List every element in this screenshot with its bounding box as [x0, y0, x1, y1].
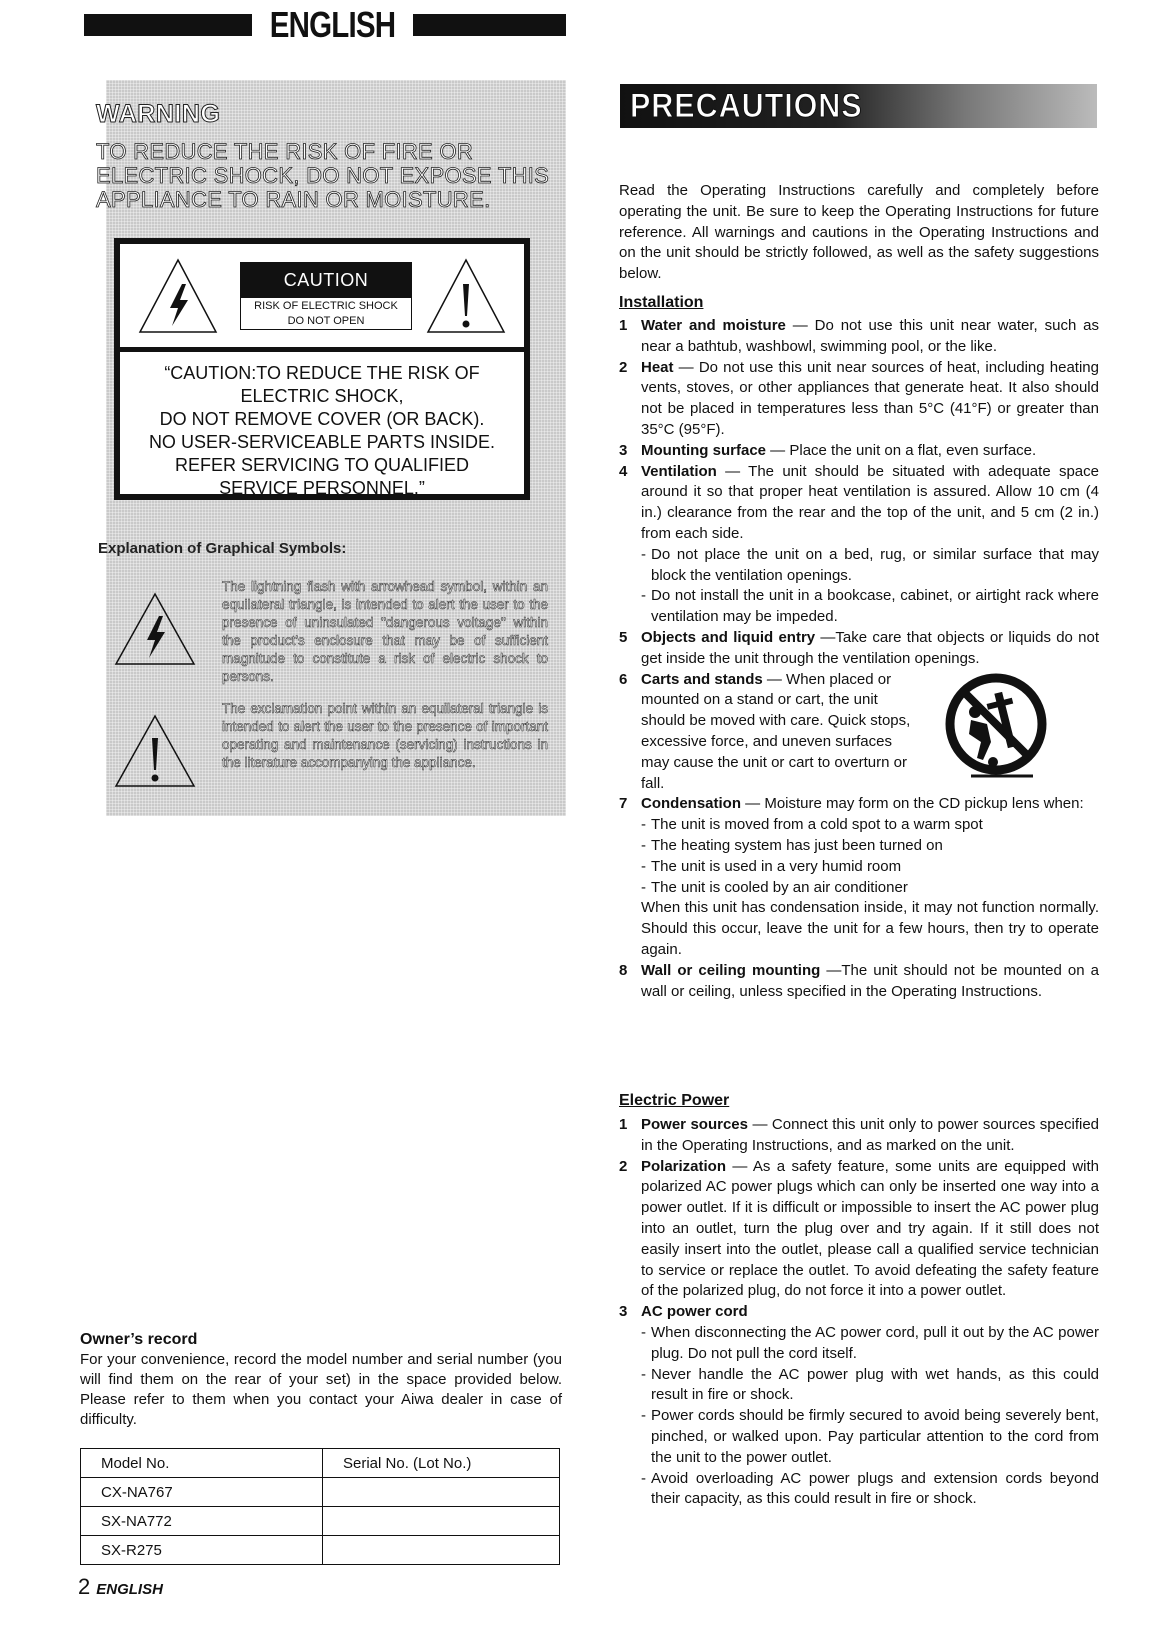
page-language-title: ENGLISH: [269, 4, 396, 45]
page-number-lang: ENGLISH: [96, 1581, 163, 1598]
item-text: — Do not use this unit near water, such as near a bathtub, washbowl, swimming pool, or the like.: [641, 317, 1100, 355]
serial-header: Serial No. (Lot No.): [323, 1449, 560, 1478]
serial-cell[interactable]: [323, 1536, 560, 1565]
caution-sublabel: [240, 298, 412, 330]
item-number: 7: [619, 795, 628, 813]
item-heading: Condensation: [641, 795, 741, 813]
list-item: [619, 670, 1099, 795]
table-row: [81, 1536, 560, 1565]
electric-power-title: Electric Power: [619, 1092, 730, 1109]
caution-line: “CAUTION:TO REDUCE THE RISK OF: [164, 363, 480, 383]
precautions-title: PRECAUTIONS: [630, 87, 863, 125]
sub-item: - The unit is moved from a cold spot to a warm spot: [619, 815, 1099, 836]
header-bar-left: [84, 14, 252, 36]
caution-line: NO USER-SERVICEABLE PARTS INSIDE.: [148, 432, 496, 452]
item-number: 1: [619, 317, 628, 334]
item-number: 2: [619, 358, 628, 376]
sub-item: - Never handle the AC power plug with wet hands, as this could result in fire or shock.: [619, 1365, 1099, 1407]
owners-record-table: [80, 1448, 560, 1565]
explanation-title: Explanation of Graphical Symbols:: [98, 540, 347, 557]
warning-title: WARNING: [96, 100, 221, 128]
item-text: — Moisture may form on the CD pickup lens when:: [741, 795, 1084, 813]
item-heading: Carts and stands: [641, 670, 763, 688]
item-number: 4: [619, 462, 628, 480]
item-number: 3: [619, 1303, 628, 1321]
item-text: — When placed or mounted on a stand or cart, the unit should be moved with care. Quick stops, excessive force, and uneven surfaces may cause the unit or cart to overturn or fall.: [641, 670, 911, 792]
caution-sub-line-1: RISK OF ELECTRIC SHOCK: [254, 300, 398, 312]
sub-item-text: Never handle the AC power plug with wet hands, as this could result in fire or shock.: [651, 1365, 1099, 1404]
sub-item-text: The unit is moved from a cold spot to a warm spot: [651, 816, 983, 834]
item-text: — As a safety feature, some units are equipped with polarized AC power plugs which can only be inserted one way into a power outlet. If it is difficult or impossible to insert the AC power plug into an outlet, turn the plug over and try again. If it still does not easily insert into the outlet, please call a qualified service technician to service or replace the outlet. To avoid defeating the safety feature of the polarized plug, do not force it into a power outlet.: [641, 1157, 1099, 1300]
lightning-warning-icon: [138, 258, 218, 334]
caution-line: DO NOT REMOVE COVER (OR BACK).: [159, 409, 485, 429]
caution-label-top: [120, 244, 524, 352]
exclamation-symbol-icon: [114, 714, 196, 788]
sub-item: - When disconnecting the AC power cord, pull it out by the AC power plug. Do not pull the cord itself.: [619, 1323, 1099, 1365]
serial-cell[interactable]: [323, 1478, 560, 1507]
model-cell: SX-R275: [81, 1536, 323, 1565]
sub-item: - Power cords should be firmly secured to avoid being severely bent, pinched, or walked upon. Pay particular attention to the cord from the unit to the power outlet.: [619, 1406, 1099, 1468]
table-row: [81, 1478, 560, 1507]
item-heading: AC power cord: [641, 1303, 748, 1321]
list-item: [619, 316, 1099, 358]
item-heading: Polarization: [641, 1157, 727, 1175]
caution-statement: [120, 362, 524, 500]
model-cell: SX-NA772: [81, 1507, 323, 1536]
list-item: [619, 961, 1099, 1003]
caution-label-box: [114, 238, 530, 500]
sub-item-text: Power cords should be firmly secured to avoid being severely bent, pinched, or walked upon. Pay particular attention to the cord from the unit to the power outlet.: [651, 1407, 1099, 1466]
item-text: — Do not use this unit near sources of heat, including heating vents, stoves, or other appliances that generate heat. It also should not be placed in temperatures less than 5°C (41°F) or greater than 35°C (95°F).: [641, 358, 1099, 438]
page-number-value: 2: [78, 1574, 91, 1599]
exclamation-symbol-explanation: The exclamation point within an equilateral triangle is intended to alert the user to the presence of important operating and maintenance (servicing) instructions in the literature accompanying the appliance.: [222, 701, 548, 770]
list-item: [619, 1115, 1099, 1157]
sub-item-text: Do not install the unit in a bookcase, cabinet, or airtight rack where ventilation may be impeded.: [651, 587, 1099, 626]
item-number: 1: [619, 1116, 628, 1133]
list-item: [619, 441, 1099, 462]
serial-cell[interactable]: [323, 1507, 560, 1536]
caution-line: REFER SERVICING TO QUALIFIED: [174, 455, 470, 475]
item-text: — The unit should be situated with adequate space around it so that proper heat ventilation is assured. Allow 10 cm (4 in.) clearance from the rear and the top of the unit, and 5 cm (2 in.) from each side.: [641, 462, 1099, 542]
item-number: 5: [619, 628, 628, 646]
sub-item: - The unit is cooled by an air conditioner: [619, 878, 1099, 899]
item-heading: Ventilation: [641, 462, 717, 480]
item-text: — Place the unit on a flat, even surface.: [766, 441, 1037, 459]
condensation-note: When this unit has condensation inside, it may not function normally. Should this occur, leave the unit for a few hours, then try to operate again.: [641, 899, 1099, 958]
item-heading: Objects and liquid entry: [641, 628, 816, 646]
owners-record-text: For your convenience, record the model number and serial number (you will find them on the rear of your set) in the space provided below. Please refer to them when you contact your Aiwa dealer in case of difficulty.: [80, 1351, 562, 1428]
list-item: [619, 1302, 1099, 1323]
list-item: [619, 794, 1099, 815]
warning-text: TO REDUCE THE RISK OF FIRE OR ELECTRIC SHOCK, DO NOT EXPOSE THIS APPLIANCE TO RAIN OR MOISTURE.: [96, 139, 550, 212]
precautions-intro: Read the Operating Instructions carefully and completely before operating the unit. Be sure to keep the Operating Instructions for future reference. All warnings and cautions in the Operating Instructions and on the unit should be strictly followed, as well as the safety suggestions below.: [619, 182, 1099, 283]
table-row: [81, 1507, 560, 1536]
model-cell: CX-NA767: [81, 1478, 323, 1507]
sub-item-text: The unit is used in a very humid room: [651, 857, 902, 875]
caution-sub-line-2: DO NOT OPEN: [287, 315, 365, 327]
sub-item-text: The unit is cooled by an air conditioner: [651, 878, 908, 896]
item-text: —Take care that objects or liquids do not get inside the unit through the ventilation openings.: [641, 628, 1100, 667]
sub-item: - The unit is used in a very humid room: [619, 857, 1099, 878]
header-bar-right: [413, 14, 566, 36]
installation-title: Installation: [619, 294, 704, 311]
caution-line: ELECTRIC SHOCK,: [240, 386, 404, 406]
item-number: 2: [619, 1157, 628, 1175]
sub-item: - The heating system has just been turned on: [619, 836, 1099, 857]
caution-line: SERVICE PERSONNEL.”: [219, 478, 425, 498]
sub-item: - Avoid overloading AC power plugs and extension cords beyond their capacity, as this could result in fire or shock.: [619, 1469, 1099, 1511]
sub-item-text: Avoid overloading AC power plugs and extension cords beyond their capacity, as this could result in fire or shock.: [651, 1469, 1099, 1508]
item-heading: Wall or ceiling mounting: [641, 961, 821, 979]
item-number: 6: [619, 670, 628, 688]
item-number: 3: [619, 441, 628, 459]
sub-item: - Do not place the unit on a bed, rug, or similar surface that may block the ventilation openings.: [619, 545, 1099, 587]
exclamation-warning-icon: [426, 258, 506, 334]
sub-item-text: Do not place the unit on a bed, rug, or similar surface that may block the ventilation openings.: [651, 545, 1099, 584]
list-item: [619, 628, 1099, 670]
lightning-symbol-icon: [114, 592, 196, 666]
item-heading: Water and moisture: [641, 317, 786, 334]
page-header: [84, 4, 566, 45]
item-number: 8: [619, 961, 628, 979]
item-text: —The unit should not be mounted on a wall or ceiling, unless specified in the Operating Instructions.: [641, 961, 1100, 1000]
item-text: — Connect this unit only to power sources specified in the Operating Instructions, and as marked on the unit.: [641, 1116, 1099, 1154]
owners-record-title: Owner’s record: [80, 1331, 198, 1348]
table-row: [81, 1449, 560, 1478]
item-heading: Power sources: [641, 1116, 748, 1133]
cart-tip-over-warning-icon: [941, 672, 1051, 782]
sub-item-text: When disconnecting the AC power cord, pull it out by the AC power plug. Do not pull the cord itself.: [651, 1323, 1099, 1362]
sub-item-text: The heating system has just been turned on: [651, 836, 943, 854]
list-item: [619, 358, 1099, 441]
caution-label: CAUTION: [240, 262, 412, 298]
item-heading: Heat: [641, 358, 674, 376]
electric-power-list: [619, 1115, 1099, 1510]
page-number: [78, 1574, 163, 1600]
item-heading: Mounting surface: [641, 441, 767, 459]
sub-item: - Do not install the unit in a bookcase, cabinet, or airtight rack where ventilation may be impeded.: [619, 586, 1099, 628]
list-item: [619, 1157, 1099, 1303]
lightning-symbol-explanation: The lightning flash with arrowhead symbol, within an equilateral triangle, is intended to alert the user to the presence of uninsulated "dangerous voltage" within the product's enclosure that may be of sufficient magnitude to constitute a risk of electric shock to persons.: [222, 579, 548, 684]
precautions-banner: [620, 84, 1097, 128]
installation-list: [619, 316, 1099, 1002]
list-item: [619, 462, 1099, 545]
model-header: Model No.: [81, 1449, 323, 1478]
